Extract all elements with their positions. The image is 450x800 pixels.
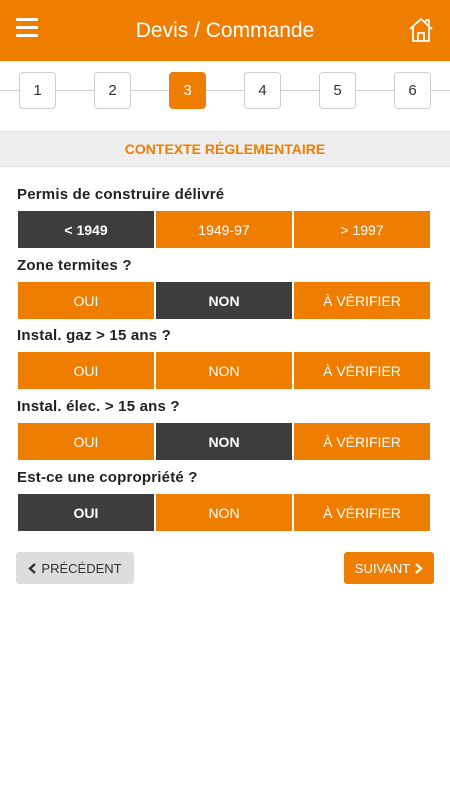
next-button[interactable] [344,552,434,584]
question-label-termites: Zone termites ? [17,257,132,274]
question-label-gaz: Instal. gaz > 15 ans ? [17,327,172,344]
page-title: Devis / Commande [135,18,315,42]
option-after-1997[interactable]: > 1997 [294,211,430,248]
step-1[interactable]: 1 [19,72,56,109]
chevron-right-icon [414,563,423,574]
section-title: CONTEXTE RÉGLEMENTAIRE [124,141,326,157]
next-button-label: SUIVANT [354,560,411,576]
option-group-permis [18,211,430,248]
step-3[interactable]: 3 [169,72,206,109]
option-oui[interactable]: OUI [18,494,154,531]
step-connector-line [0,90,450,91]
option-non[interactable]: NON [156,423,292,460]
step-6[interactable]: 6 [394,72,431,109]
chevron-left-icon [28,563,37,574]
step-5[interactable]: 5 [319,72,356,109]
section-header [0,131,450,167]
app-header [0,0,450,61]
option-a-verifier[interactable]: À VÉRIFIER [294,352,430,389]
step-indicator [0,61,450,121]
option-group-elec [18,423,430,460]
home-icon[interactable] [408,17,434,43]
option-oui[interactable]: OUI [18,423,154,460]
option-a-verifier[interactable]: À VÉRIFIER [294,423,430,460]
step-2[interactable]: 2 [94,72,131,109]
option-1949-97[interactable]: 1949-97 [156,211,292,248]
option-oui[interactable]: OUI [18,352,154,389]
question-label-copropriete: Est-ce une copropriété ? [17,469,198,486]
previous-button[interactable] [16,552,134,584]
option-group-copropriete [18,494,430,531]
previous-button-label: PRÉCÉDENT [41,560,122,576]
option-oui[interactable]: OUI [18,282,154,319]
option-a-verifier[interactable]: À VÉRIFIER [294,494,430,531]
option-group-termites [18,282,430,319]
question-label-permis: Permis de construire délivré [17,186,225,203]
option-non[interactable]: NON [156,352,292,389]
step-4[interactable]: 4 [244,72,281,109]
option-group-gaz [18,352,430,389]
option-a-verifier[interactable]: À VÉRIFIER [294,282,430,319]
hamburger-menu-icon[interactable] [16,18,38,40]
option-non[interactable]: NON [156,494,292,531]
question-label-elec: Instal. élec. > 15 ans ? [17,398,180,415]
option-before-1949[interactable]: < 1949 [18,211,154,248]
option-non[interactable]: NON [156,282,292,319]
